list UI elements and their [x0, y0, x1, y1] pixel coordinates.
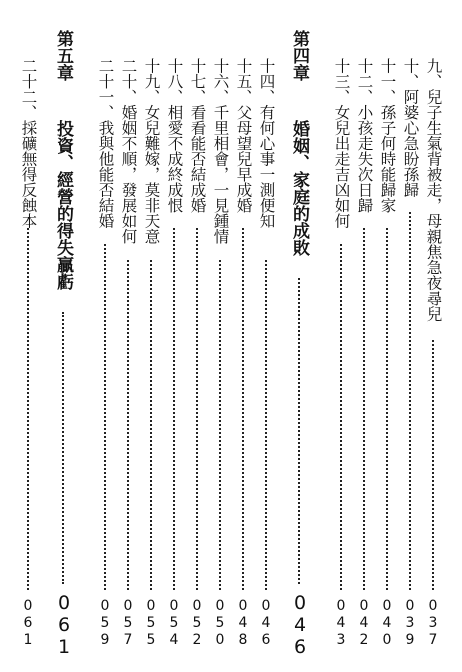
leader-dots	[363, 228, 365, 590]
toc-entry-label: 二十、婚姻不順，發展如何	[119, 58, 138, 244]
toc-page-number: 048	[235, 598, 251, 649]
toc-page-number: 042	[356, 598, 372, 649]
leader-dots	[27, 228, 29, 590]
toc-entry-label: 十四、有何心事一測便知	[257, 58, 276, 229]
leader-dots	[265, 260, 267, 590]
leader-dots	[386, 228, 388, 590]
toc-page-number: 054	[166, 598, 182, 649]
toc-page-number: 057	[120, 598, 136, 649]
toc-entry-label: 十三、女兒出走吉凶如何	[332, 58, 351, 229]
toc-entry-label: 十七、看看能否結成婚	[188, 58, 207, 213]
toc-page-number: 046	[258, 598, 274, 649]
toc-entry-label: 十五、父母望兒早成婚	[234, 58, 253, 213]
leader-dots	[196, 228, 198, 590]
toc-page-number: 055	[143, 598, 159, 649]
leader-dots	[242, 228, 244, 590]
chapter-number: 第五章	[53, 30, 73, 81]
toc-page-number: 061	[20, 598, 36, 649]
leader-dots	[62, 312, 64, 584]
leader-dots	[219, 260, 221, 590]
chapter-page-number: 061	[53, 592, 75, 658]
toc-page-number: 039	[402, 598, 418, 649]
toc-page-number: 052	[189, 598, 205, 649]
toc-entry-label: 十八、相愛不成終成恨	[165, 58, 184, 213]
leader-dots	[173, 228, 175, 590]
chapter-title: 投資、經營的得失贏虧	[53, 120, 73, 290]
chapter-page-number: 046	[289, 592, 311, 658]
chapter-title: 婚姻、家庭的成敗	[289, 120, 309, 256]
leader-dots	[340, 244, 342, 590]
toc-entry-label: 十一、孫子何時能歸家	[378, 58, 397, 213]
leader-dots	[432, 340, 434, 590]
leader-dots	[150, 260, 152, 590]
toc-entry-label: 二十二、採礦無得反蝕本	[19, 58, 38, 229]
leader-dots	[127, 260, 129, 590]
toc-page-number: 037	[425, 598, 441, 649]
toc-entry-label: 九、兒子生氣背被走，母親焦急夜尋兒	[424, 58, 443, 322]
toc-page-number: 040	[379, 598, 395, 649]
toc-page-number: 059	[97, 598, 113, 649]
toc-page-number: 043	[333, 598, 349, 649]
toc-entry-label: 十、阿婆心急盼孫歸	[401, 58, 420, 198]
leader-dots	[409, 212, 411, 590]
toc-entry-label: 二十一、我與他能否結婚	[96, 58, 115, 229]
leader-dots	[298, 278, 300, 584]
toc-entry-label: 十二、小孩走失次日歸	[355, 58, 374, 213]
toc-page-number: 050	[212, 598, 228, 649]
toc-entry-label: 十六、千里相會，一見鍾情	[211, 58, 230, 244]
toc-entry-label: 十九、女兒難嫁，莫非天意	[142, 58, 161, 244]
chapter-number: 第四章	[289, 30, 309, 81]
leader-dots	[104, 244, 106, 590]
